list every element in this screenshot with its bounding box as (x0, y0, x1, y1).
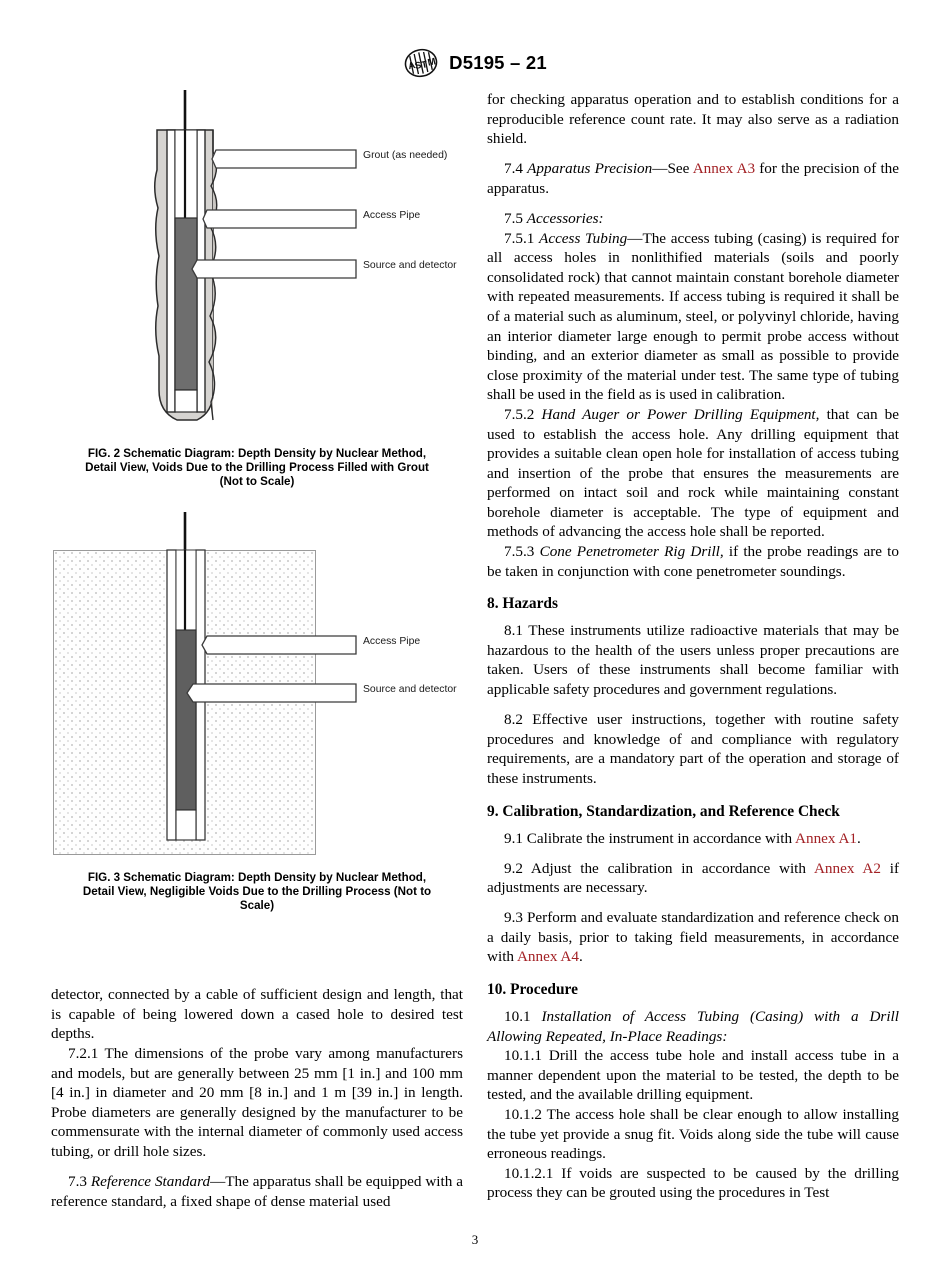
paragraph-7-4-number: 7.4 (504, 160, 528, 178)
paragraph-7-2-continued: detector, connected by a cable of sufficient design and length, that is capable of being lowered down a cased hole to desired test depths. (51, 986, 463, 1043)
callout-grout (212, 150, 356, 168)
paragraph-7-4 (487, 159, 899, 198)
paragraph-7-5-number: 7.5 (504, 209, 527, 227)
paragraph-9-2-pre: 9.2 Adjust the calibration in accordance with (504, 859, 814, 877)
probe-source-detector (175, 218, 197, 390)
paragraph-7-3 (51, 1172, 463, 1211)
probe-tip (176, 810, 196, 840)
figure-3-graphic (51, 512, 463, 862)
left-column-text (51, 985, 463, 1211)
figure-2-caption-line-2: Detail View, Voids Due to the Drilling Process Filled with Grout (85, 461, 429, 475)
paragraph-7-5-2-number: 7.5.2 (504, 405, 542, 423)
paragraph-7-3-continued: for checking apparatus operation and to establish conditions for a reproducible reference count rate. It may also serve as a radiation shield. (487, 91, 899, 148)
figure-2-caption-line-1: FIG. 2 Schematic Diagram: Depth Density by Nuclear Method, (87, 447, 427, 460)
paragraph-10-1-1: 10.1.1 Drill the access tube hole and install access tube in a manner dependent upon the material to be tested, the depth to be tested, and the available drilling equipment. (487, 1047, 899, 1104)
link-annex-a2[interactable]: Annex A2 (813, 859, 881, 877)
paragraph-9-2 (487, 859, 899, 898)
figure-3-caption-line-2: Detail View, Negligible Voids Due to the Drilling Process (Not to (82, 884, 432, 898)
figure-3-label-source-detector: Source and detector (363, 683, 457, 695)
page-number: 3 (471, 1232, 479, 1247)
figure-2-label-grout: Grout (as needed) (363, 150, 448, 161)
paragraph-7-3-number: 7.3 (68, 1173, 91, 1191)
figure-3-label-access-pipe: Access Pipe (363, 635, 421, 647)
probe-tip (175, 390, 197, 412)
callout-source-detector (192, 260, 356, 278)
figure-2 (51, 90, 463, 490)
figure-3-caption (69, 871, 445, 914)
callout-access-pipe (203, 210, 356, 228)
paragraph-7-5-title: Accessories: (526, 209, 604, 227)
figure-2-label-source-detector: Source and detector (363, 260, 457, 271)
figure-3 (51, 512, 463, 914)
figure-2-caption-line-3: (Not to Scale) (219, 475, 295, 489)
svg-text:S: S (414, 59, 423, 73)
heading-section-8: 8. Hazards (487, 595, 558, 613)
paragraph-10-1 (487, 1007, 899, 1046)
paragraph-7-5 (487, 209, 899, 229)
paragraph-10-1-number: 10.1 (504, 1008, 542, 1026)
figure-2-graphic (51, 90, 463, 438)
paragraph-7-5-2 (487, 405, 899, 542)
paragraph-9-3-post: . (578, 948, 583, 966)
figure-3-caption-line-1: FIG. 3 Schematic Diagram: Depth Density by Nuclear Method, (87, 870, 427, 884)
access-pipe-left-wall (167, 130, 175, 412)
paragraph-10-1-title: Installation of Access Tubing (Casing) with a Drill Allowing Repeated, In-Place Readings: (487, 1008, 899, 1045)
astm-logo (403, 48, 439, 78)
paragraph-7-5-1-number: 7.5.1 (504, 229, 540, 247)
page-header (0, 48, 950, 78)
paragraph-7-4-title: Apparatus Precision (527, 160, 653, 178)
paragraph-9-2-post: if adjustments are necessary. (487, 859, 900, 897)
callout-source-detector (187, 684, 356, 702)
svg-text:A: A (407, 59, 417, 73)
paragraph-7-5-3-title: Cone Penetrometer Rig Drill, (539, 543, 724, 561)
paragraph-10-1-2: 10.1.2 The access hole shall be clear enough to allow installing the tube yet provide a snug fit. Voids along side the tube will cause erroneous readings. (487, 1106, 899, 1163)
probe-source-detector (176, 630, 196, 810)
heading-section-9: 9. Calibration, Standardization, and Reference Check (487, 802, 840, 820)
paragraph-7-5-2-body: that can be used to establish the access hole. Any drilling equipment that provides a suitable clean open hole for installation of access tubing and insertion of the probe that ensures the measurements are performed on intact soil and rock while maintaining constant borehole diameter is acceptable. The type of equipment and methods of advancing the access hole shall be reported. (487, 405, 900, 541)
heading-section-10: 10. Procedure (487, 981, 578, 999)
callout-access-pipe (202, 636, 356, 654)
paragraph-7-5-2-title: Hand Auger or Power Drilling Equipment, (541, 405, 820, 423)
paragraph-7-3-body: —The apparatus shall be equipped with a reference standard, a fixed shape of dense material used (51, 1173, 463, 1210)
paragraph-9-1-pre: 9.1 Calibrate the instrument in accordance with (504, 829, 796, 847)
right-column (487, 90, 899, 1203)
paragraph-10-1-2-1: 10.1.2.1 If voids are suspected to be caused by the drilling process they can be grouted using the procedures in Test (487, 1164, 899, 1202)
link-annex-a4[interactable]: Annex A4 (516, 948, 579, 966)
paragraph-7-4-rest: for the precision of the apparatus. (487, 160, 900, 197)
link-annex-a3[interactable]: Annex A3 (692, 160, 756, 178)
svg-text:T: T (420, 59, 429, 72)
svg-text:M: M (426, 56, 437, 69)
paragraph-7-4-mid: —See (652, 160, 693, 178)
paragraph-9-1-post: . (857, 829, 861, 847)
paragraph-7-5-3-body: if the probe readings are to be taken in conjunction with cone penetrometer soundings. (487, 543, 899, 580)
paragraph-7-3-title: Reference Standard (90, 1173, 211, 1191)
paragraph-9-3-pre: 9.3 Perform and evaluate standardization and reference check on a daily basis, prior to taking field measurements, in accordance with (487, 909, 899, 966)
left-column (51, 90, 463, 1211)
link-annex-a1[interactable]: Annex A1 (795, 829, 858, 847)
paragraph-7-5-3-number: 7.5.3 (504, 543, 540, 561)
paragraph-7-5-3 (487, 542, 899, 581)
access-pipe-left-wall (167, 550, 176, 840)
paragraph-7-2-1: 7.2.1 The dimensions of the probe vary among manufacturers and models, but are generally between 25 mm [1 in.] and 100 mm [4 in.] in diameter and 20 mm [8 in.] and 1 m [39 in.] in length. Probe diameters are generally designed by the manufacturer to be commensurate with the internal diameter of commonly used access tubing, or drill hole sizes. (51, 1045, 463, 1160)
paragraph-7-5-1-body: —The access tubing (casing) is required for all access holes in nonlithified materials (soils and poorly consolidated rock) that cannot maintain constant borehole diameter with repeated measurements. If access tubing is required it shall be of a material such as aluminum, steel, or polyvinyl chloride, having an interior diameter large enough to permit probe access without binding, and an exterior diameter as small as possible to provide close proximity of the material under test. The same type of tubing shall be used in the field as is used in calibration. (487, 229, 900, 404)
paragraph-7-5-1-title: Access Tubing (539, 229, 628, 247)
paragraph-8-2: 8.2 Effective user instructions, together with routine safety procedures and knowledge of and compliance with regulatory requirements, are a mandatory part of the operation and storage of these instruments. (487, 711, 899, 787)
paragraph-9-1 (487, 829, 899, 849)
paragraph-9-3 (487, 908, 899, 967)
figure-2-label-access-pipe: Access Pipe (363, 210, 421, 221)
figure-3-caption-line-3: Scale) (239, 899, 275, 913)
paragraph-8-1: 8.1 These instruments utilize radioactive materials that may be hazardous to the health of the users unless proper precautions are taken. Users of these instruments shall become familiar with applicable safety procedures and government regulations. (487, 622, 899, 699)
paragraph-7-5-1 (487, 229, 899, 405)
figure-2-caption (69, 447, 445, 490)
document-id: D5195 – 21 (449, 52, 547, 73)
